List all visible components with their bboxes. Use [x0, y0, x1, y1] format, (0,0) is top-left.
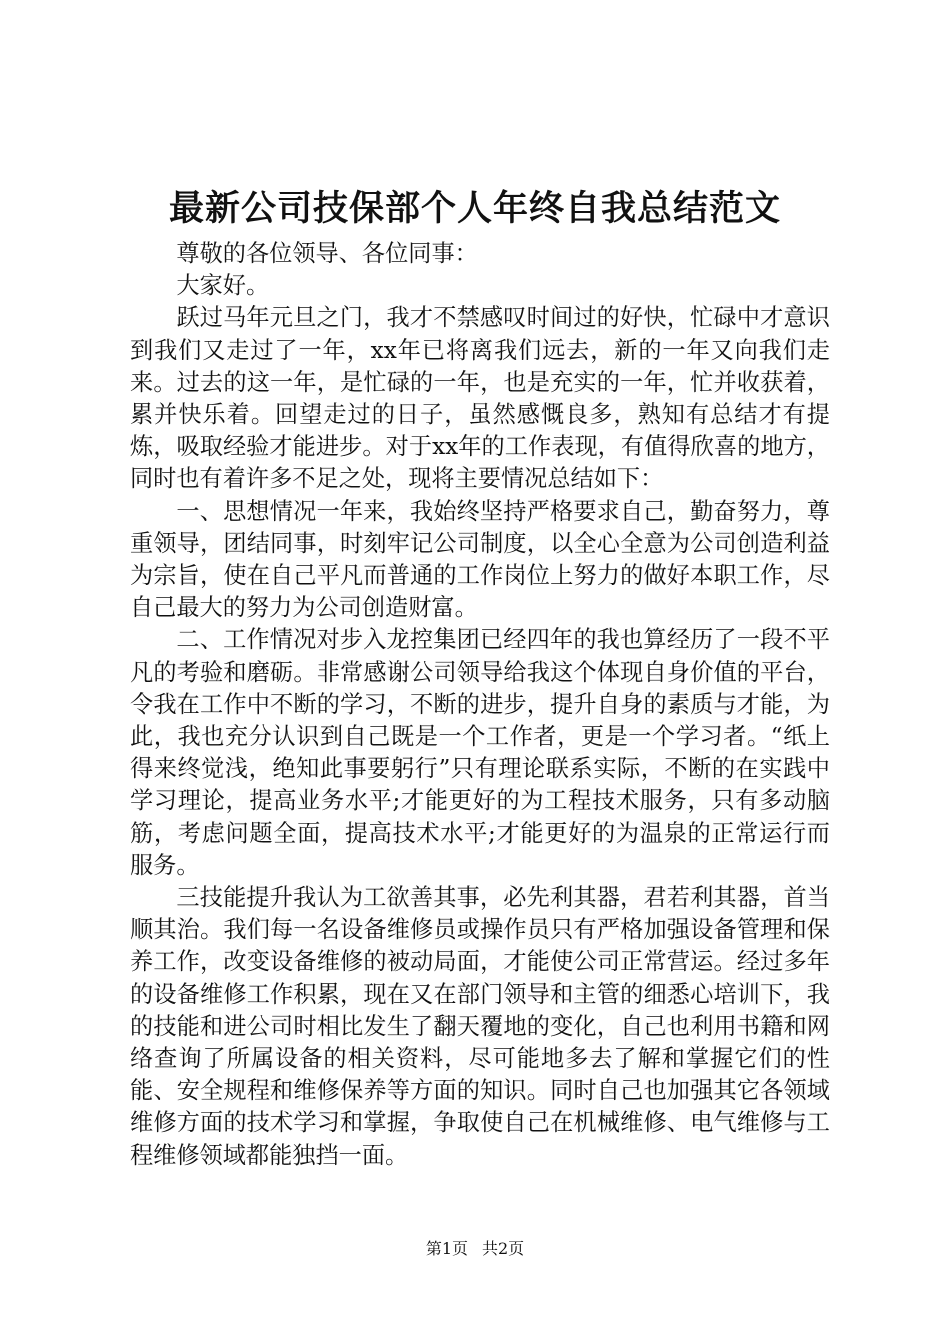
document-title: 最新公司技保部个人年终自我总结范文: [168, 188, 781, 229]
page-number: 第1页: [425, 1239, 468, 1258]
page-total: 共2页: [482, 1239, 525, 1258]
document-body: [130, 238, 830, 1172]
salutation-paragraph: 大家好。: [176, 272, 270, 300]
page-footer: [0, 1238, 950, 1260]
greeting-paragraph: 尊敬的各位领导、各位同事：: [176, 240, 478, 267]
section-thought-paragraph: 一、思想情况一年来，我始终坚持严格要求自己，勤奋努力，尊重领导，团结同事，时刻牢记公司制度，以全心全意为公司创造利益为宗旨，使在自己平凡而普通的工作岗位上努力的做好本职工作，尽自己最大的努力为公司创造财富。: [130, 497, 830, 622]
intro-paragraph: 跃过马年元旦之门，我才不禁感叹时间过的好快，忙碌中才意识到我们又走过了一年，xx年已将离我们远去，新的一年又向我们走来。过去的这一年，是忙碌的一年，也是充实的一年，忙并收获着，累并快乐着。回望走过的日子，虽然感慨良多，熟知有总结才有提炼，吸取经验才能进步。对于xx年的工作表现，有值得欣喜的地方，同时也有着许多不足之处，现将主要情况总结如下：: [130, 304, 830, 493]
section-skills-paragraph: 三技能提升我认为工欲善其事，必先利其器，君若利其器，首当顺其治。我们每一名设备维修员或操作员只有严格加强设备管理和保养工作，改变设备维修的被动局面，才能使公司正常营运。经过多年的设备维修工作积累，现在又在部门领导和主管的细悉心培训下，我的技能和进公司时相比发生了翻天覆地的变化，自己也利用书籍和网络查询了所属设备的相关资料，尽可能地多去了解和掌握它们的性能、安全规程和维修保养等方面的知识。同时自己也加强其它各领域维修方面的技术学习和掌握，争取使自己在机械维修、电气维修与工程维修领域都能独挡一面。: [130, 884, 830, 1169]
section-work-paragraph: 二、工作情况对步入龙控集团已经四年的我也算经历了一段不平凡的考验和磨砺。非常感谢公司领导给我这个体现自身价值的平台，令我在工作中不断的学习，不断的进步，提升自身的素质与才能，为此，我也充分认识到自己既是一个工作者，更是一个学习者。“纸上得来终觉浅，绝知此事要躬行”只有理论联系实际，不断的在实践中学习理论，提高业务水平;才能更好的为工程技术服务，只有多动脑筋，考虑问题全面，提高技术水平;才能更好的为温泉的正常运行而服务。: [130, 626, 830, 879]
